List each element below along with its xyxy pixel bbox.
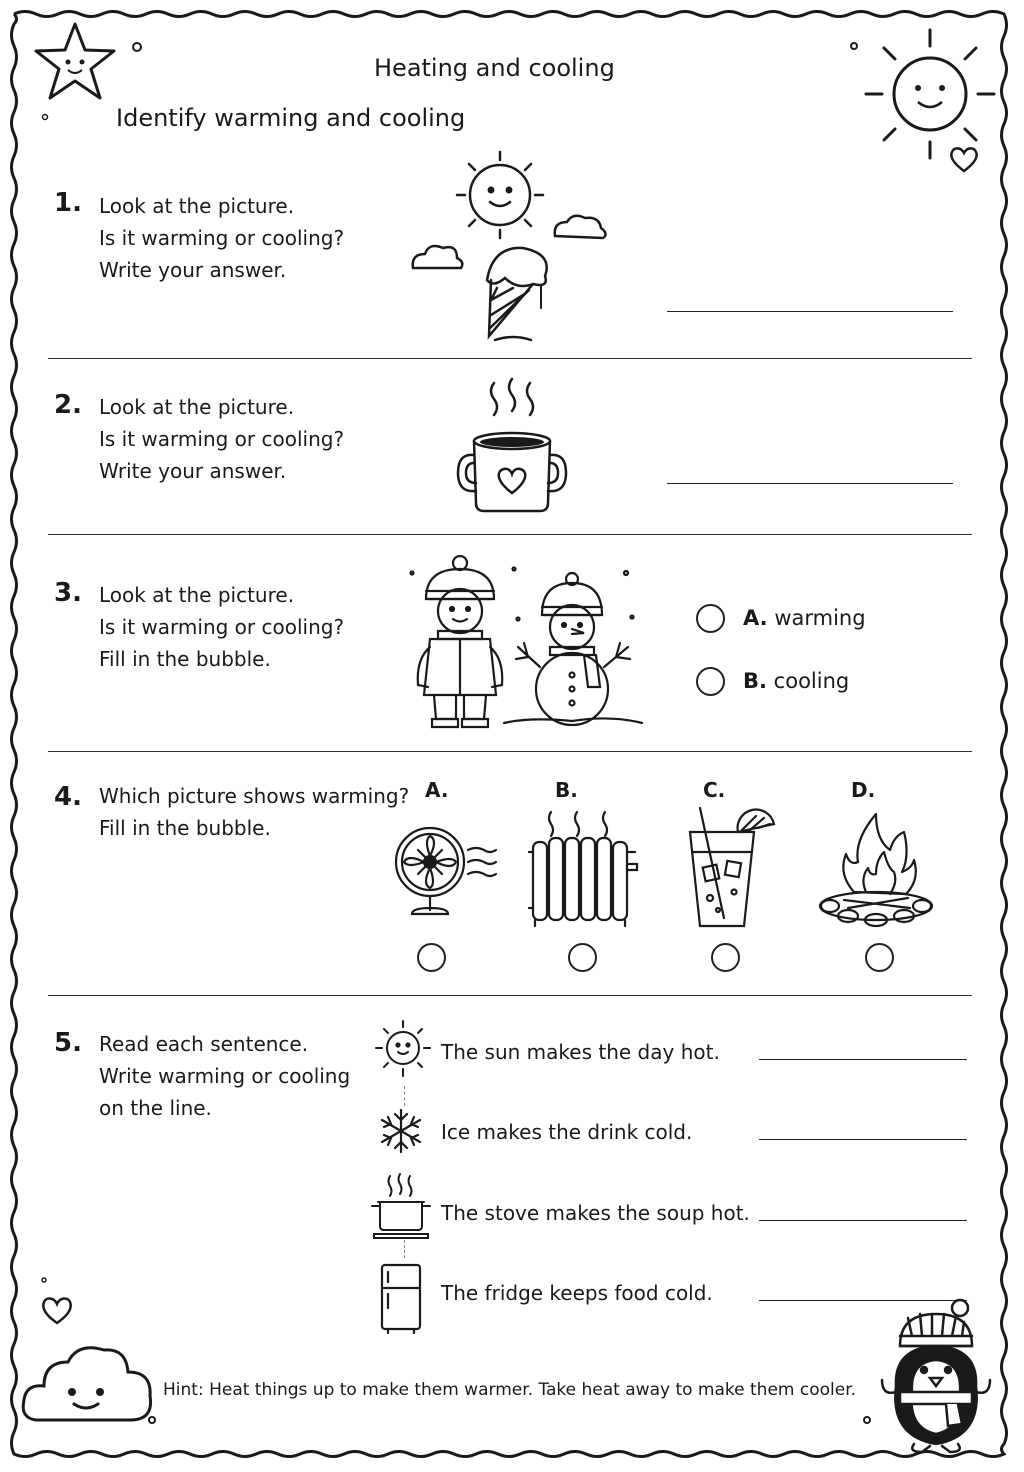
choice-d-bubble[interactable] <box>865 943 894 972</box>
choice-d-letter: D. <box>851 778 876 802</box>
sun-and-ice-cream-picture <box>405 150 615 350</box>
fan-picture <box>388 818 498 928</box>
question-4-line: Fill in the bubble. <box>99 816 271 840</box>
heart-icon <box>948 144 980 174</box>
radiator-picture <box>525 808 645 928</box>
question-3-text <box>99 579 344 675</box>
question-4-line: Which picture shows warming? <box>99 784 410 808</box>
question-1-line: Is it warming or cooling? <box>99 226 345 250</box>
dot-icon <box>40 112 50 122</box>
question-5-line: on the line. <box>99 1096 212 1120</box>
option-a-bubble[interactable] <box>696 604 725 633</box>
sentence-2: Ice makes the drink cold. <box>441 1120 693 1144</box>
dot-icon <box>130 40 144 54</box>
hot-cocoa-mug-picture <box>452 375 577 515</box>
penguin-icon <box>878 1296 994 1456</box>
option-a-text: warming <box>774 606 866 630</box>
cloud-icon <box>18 1336 160 1436</box>
hint-text: Hint: Heat things up to make them warmer. Take heat away to make them cooler. <box>163 1380 857 1400</box>
question-3-line: Is it warming or cooling? <box>99 615 345 639</box>
question-5-text <box>99 1028 350 1124</box>
option-b-bubble[interactable] <box>696 667 725 696</box>
iced-drink-picture <box>680 806 790 934</box>
question-2-line: Is it warming or cooling? <box>99 427 345 451</box>
question-1-line: Look at the picture. <box>99 194 295 218</box>
sun-corner-icon <box>862 26 1002 166</box>
option-b-text: cooling <box>773 669 850 693</box>
choice-b-bubble[interactable] <box>568 943 597 972</box>
page-subtitle: Identify warming and cooling <box>116 104 466 132</box>
dot-icon <box>848 40 860 52</box>
option-a <box>743 606 866 630</box>
connector-line <box>404 1086 405 1106</box>
heart-icon <box>40 1294 74 1326</box>
question-2-number: 2. <box>54 390 82 420</box>
choice-a-bubble[interactable] <box>417 943 446 972</box>
answer-line[interactable] <box>759 1139 967 1140</box>
question-5-number: 5. <box>54 1028 82 1058</box>
dot-icon <box>40 1276 48 1284</box>
sentence-3: The stove makes the soup hot. <box>441 1201 750 1225</box>
question-5-line: Read each sentence. <box>99 1032 309 1056</box>
cooking-pot-icon <box>368 1172 434 1240</box>
fridge-icon <box>378 1262 424 1334</box>
choice-a-letter: A. <box>425 778 449 802</box>
question-1-text <box>99 190 344 286</box>
question-5-line: Write warming or cooling <box>99 1064 351 1088</box>
connector-line <box>404 1240 405 1258</box>
section-divider <box>48 358 972 359</box>
question-3-number: 3. <box>54 578 82 608</box>
snowflake-icon <box>378 1108 424 1154</box>
sentence-1: The sun makes the day hot. <box>441 1040 720 1064</box>
dot-icon <box>146 1414 158 1426</box>
option-b <box>743 669 849 693</box>
option-b-letter: B. <box>743 669 767 693</box>
question-1-number: 1. <box>54 188 82 218</box>
section-divider <box>48 534 972 535</box>
dot-icon <box>861 1414 873 1426</box>
section-divider <box>48 995 972 996</box>
question-1-line: Write your answer. <box>99 258 287 282</box>
question-2-line: Write your answer. <box>99 459 287 483</box>
question-3-line: Fill in the bubble. <box>99 647 271 671</box>
answer-line[interactable] <box>667 311 953 312</box>
question-2-line: Look at the picture. <box>99 395 295 419</box>
choice-b-letter: B. <box>555 778 578 802</box>
choice-c-letter: C. <box>703 778 726 802</box>
sun-icon <box>370 1018 436 1082</box>
question-3-line: Look at the picture. <box>99 583 295 607</box>
answer-line[interactable] <box>667 483 953 484</box>
star-icon <box>30 20 120 105</box>
campfire-picture <box>814 810 940 930</box>
answer-line[interactable] <box>759 1220 967 1221</box>
answer-line[interactable] <box>759 1059 967 1060</box>
section-divider <box>48 751 972 752</box>
option-a-letter: A. <box>743 606 768 630</box>
page-title: Heating and cooling <box>374 54 615 82</box>
child-and-snowman-picture <box>400 555 650 735</box>
question-2-text <box>99 391 344 487</box>
sentence-4: The fridge keeps food cold. <box>441 1281 713 1305</box>
question-4-text <box>99 780 409 844</box>
choice-c-bubble[interactable] <box>711 943 740 972</box>
question-4-number: 4. <box>54 782 82 812</box>
